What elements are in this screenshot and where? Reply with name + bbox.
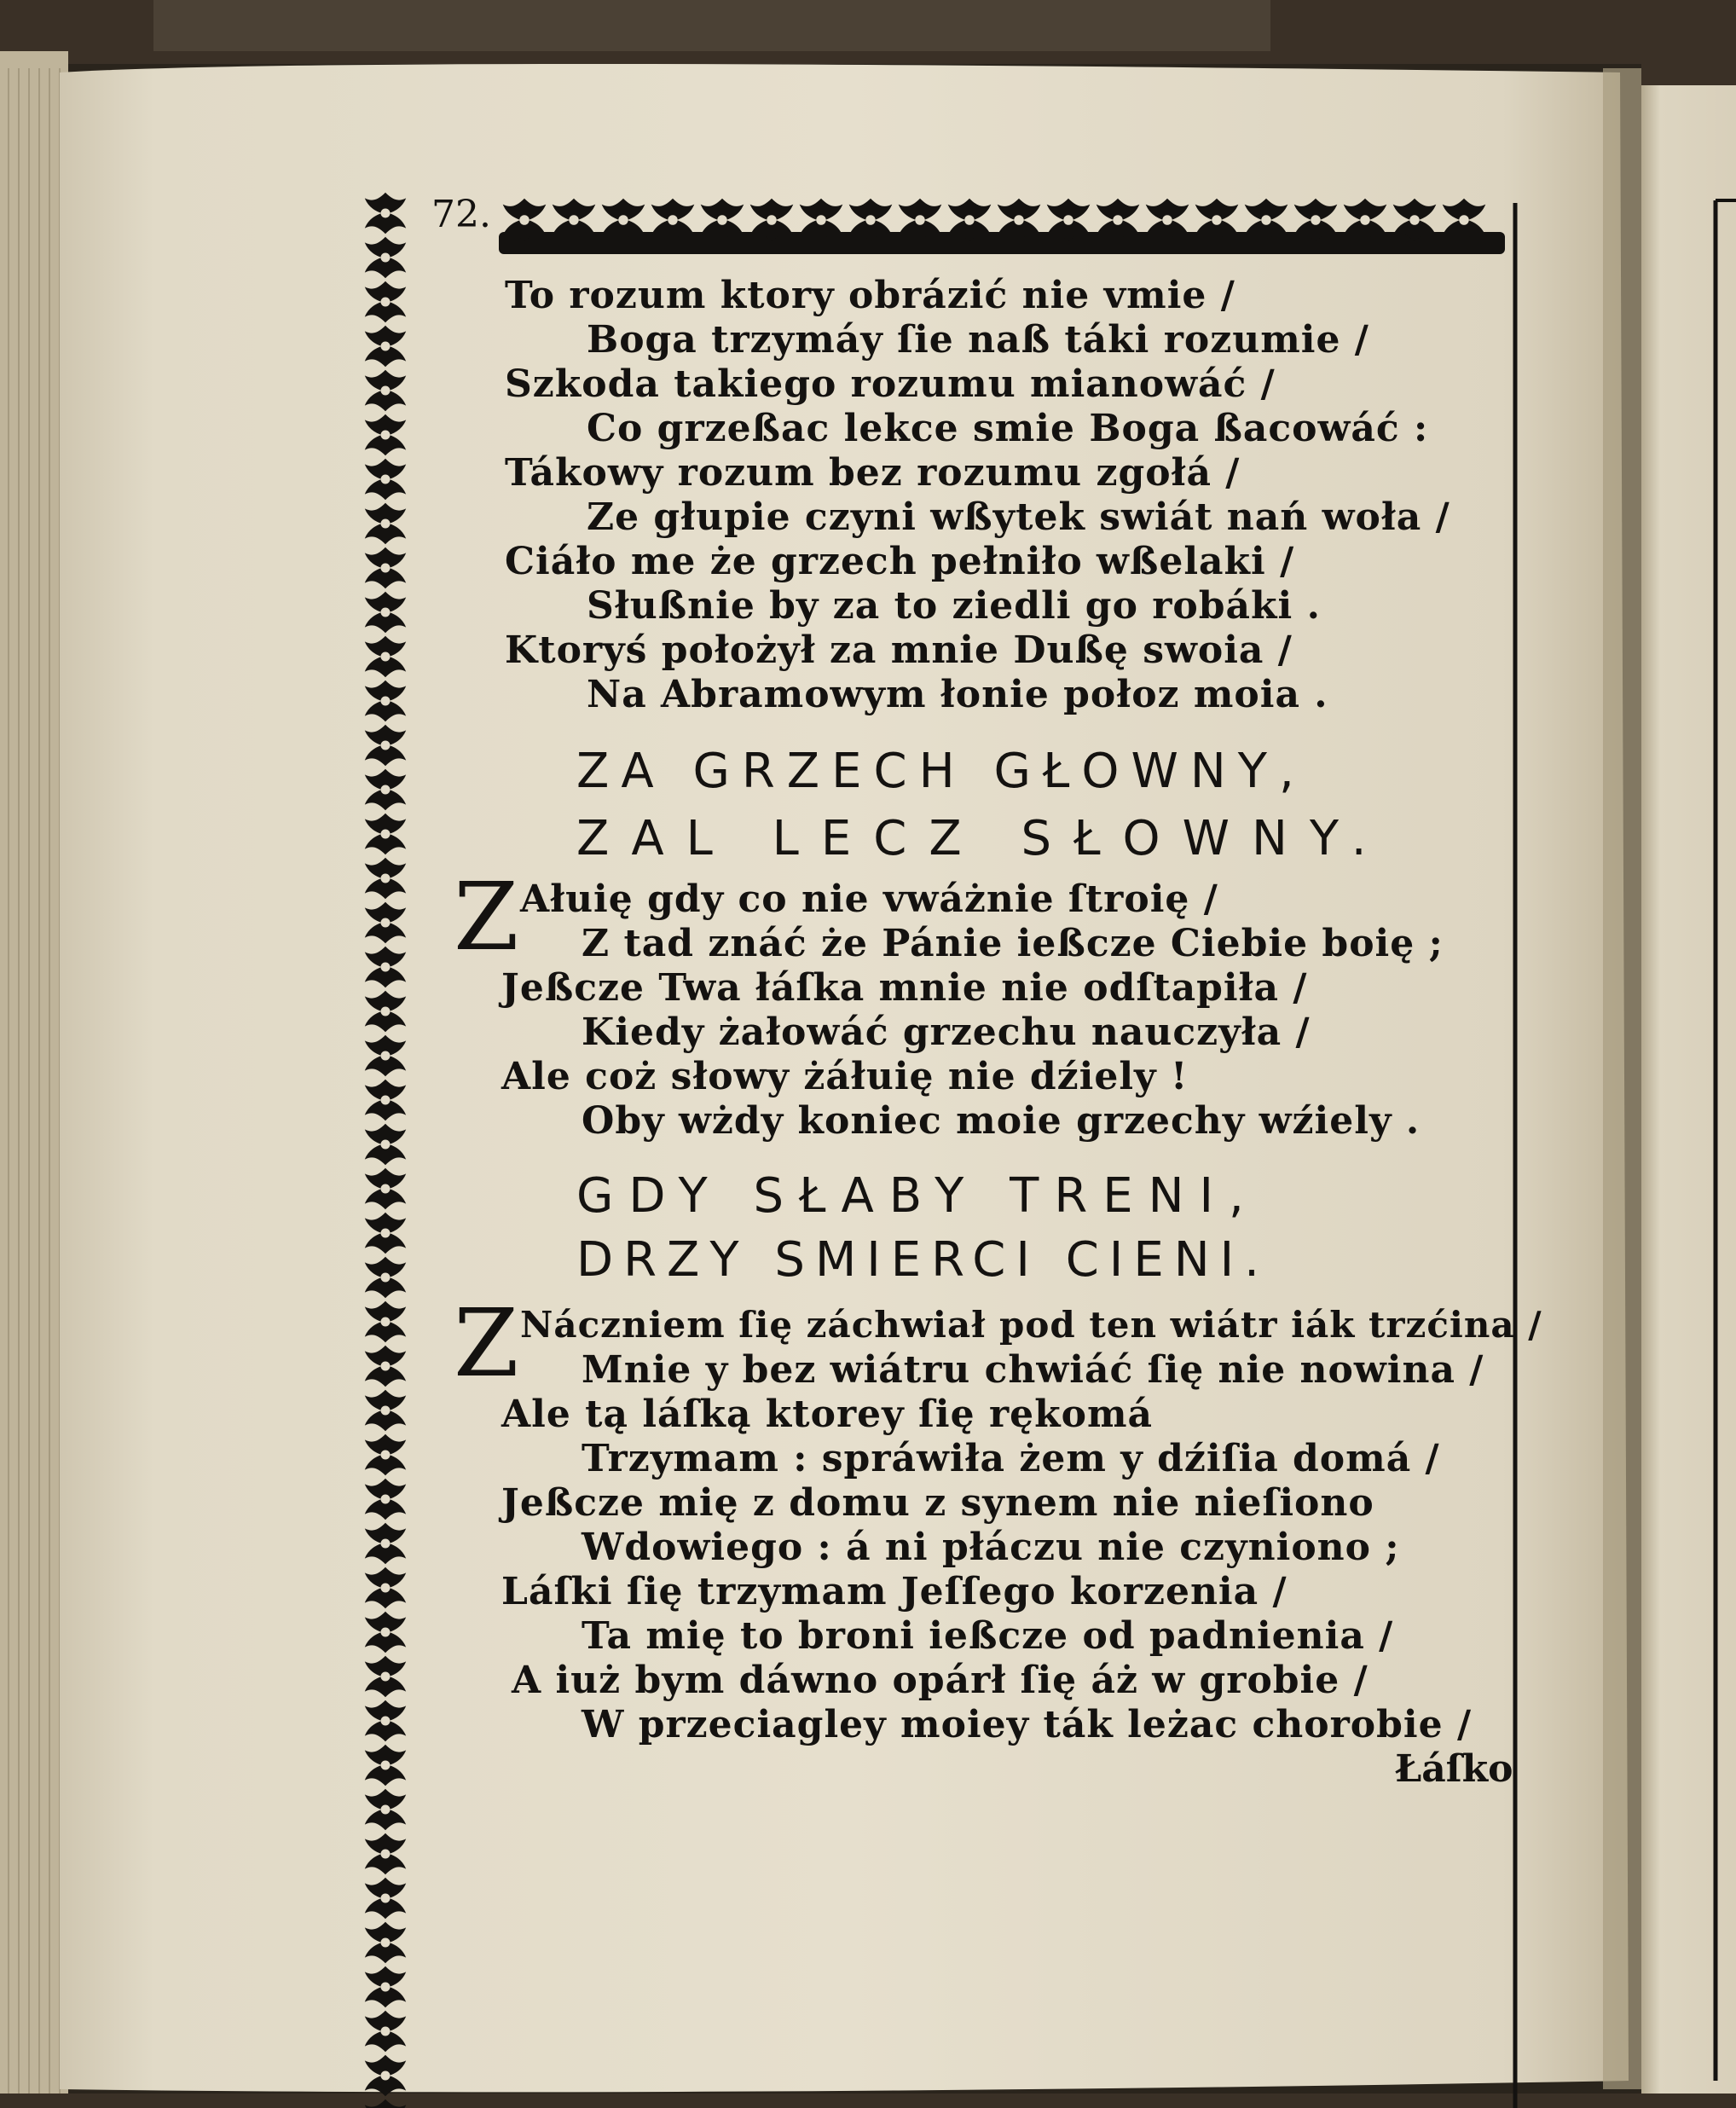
section-3-line-9: A iuż bym dáwno opárł ſię áż w grobie /: [512, 1659, 1369, 1702]
stanza-1-line-5: Tákowy rozum bez rozumu zgołá /: [505, 451, 1241, 495]
page-edges-left: [0, 51, 68, 2108]
stanza-1-line-6: Ze głupie czyni wßytek swiát nań woła /: [587, 495, 1450, 539]
section-3-line-6: Wdowiego : á ni płáczu nie czyniono ;: [582, 1526, 1400, 1569]
section-3-line-1: Náczniem ſię záchwiał pod ten wiátr iák trzćina /: [520, 1304, 1542, 1346]
section-3-line-10: W przeciagley moiey ták leżac chorobie /: [582, 1703, 1473, 1746]
ornament-top-band: [499, 232, 1505, 254]
section-3-heading-1: GDY SŁABY TRENI,: [576, 1168, 1259, 1224]
stanza-1-line-3: Szkoda takiego rozumu mianowáć /: [505, 362, 1276, 406]
section-2-line-6: Oby wżdy koniec moie grzechy wźiely .: [582, 1099, 1421, 1143]
section-2-heading-1: ZA GRZECH GŁOWNY,: [576, 744, 1306, 799]
cloth-strip: [153, 0, 1270, 51]
section-3-line-8: Ta mię to broni ießcze od padnienia /: [582, 1614, 1394, 1658]
facing-page: [1641, 77, 1736, 2108]
section-2-line-2: Z tad znáć że Pánie ießcze Ciebie boię ;: [582, 922, 1444, 965]
section-2-drop-cap: Z: [454, 862, 519, 971]
stanza-1-line-7: Ciáło me że grzech pełniło wßelaki /: [505, 540, 1295, 583]
stanza-1-line-1: To rozum ktory obrázić nie vmie /: [505, 274, 1235, 317]
section-2-line-4: Kiedy żałowáć grzechu nauczyła /: [582, 1011, 1311, 1054]
section-3-line-7: Láſki ſię trzymam Jeſſego korzenia /: [501, 1570, 1288, 1613]
section-3-heading-2: DRZY SMIERCI CIENI.: [576, 1232, 1270, 1288]
stanza-1-line-8: Słußnie by za to ziedli go robáki .: [587, 584, 1321, 628]
section-3-line-3: Ale tą láſką ktorey ſię rękomá: [501, 1393, 1154, 1436]
section-2-line-3: Jeßcze Twa łáſka mnie nie odſtapiła /: [501, 966, 1308, 1010]
stanza-1-line-10: Na Abramowym łonie połoz moia .: [587, 673, 1328, 716]
stanza-1-line-9: Ktoryś położył za mnie Dußę swoia /: [505, 628, 1293, 672]
section-2-heading-2: ZAL LECZ SŁOWNY.: [576, 811, 1389, 866]
page-number: 72.: [431, 193, 491, 236]
stanza-1-line-4: Co grzeßac lekce smie Boga ßacowáć :: [587, 407, 1429, 450]
section-2-line-5: Ale coż słowy żáłuię nie dźiely !: [501, 1055, 1189, 1098]
section-3-line-2: Mnie y bez wiátru chwiáć ſię nie nowina /: [582, 1348, 1484, 1392]
stanza-1-line-2: Boga trzymáy ſie naß táki rozumie /: [587, 318, 1369, 362]
section-3-line-5: Jeßcze mię z domu z synem nie nieſiono: [501, 1481, 1374, 1525]
section-3-drop-cap: Z: [454, 1289, 519, 1398]
section-3-line-4: Trzymam : spráwiła żem y dźiſia domá /: [582, 1437, 1440, 1480]
section-2-line-1: Ałuię gdy co nie vwáżnie ſtroię /: [520, 877, 1218, 921]
catchword: Łáſko: [1395, 1747, 1513, 1791]
